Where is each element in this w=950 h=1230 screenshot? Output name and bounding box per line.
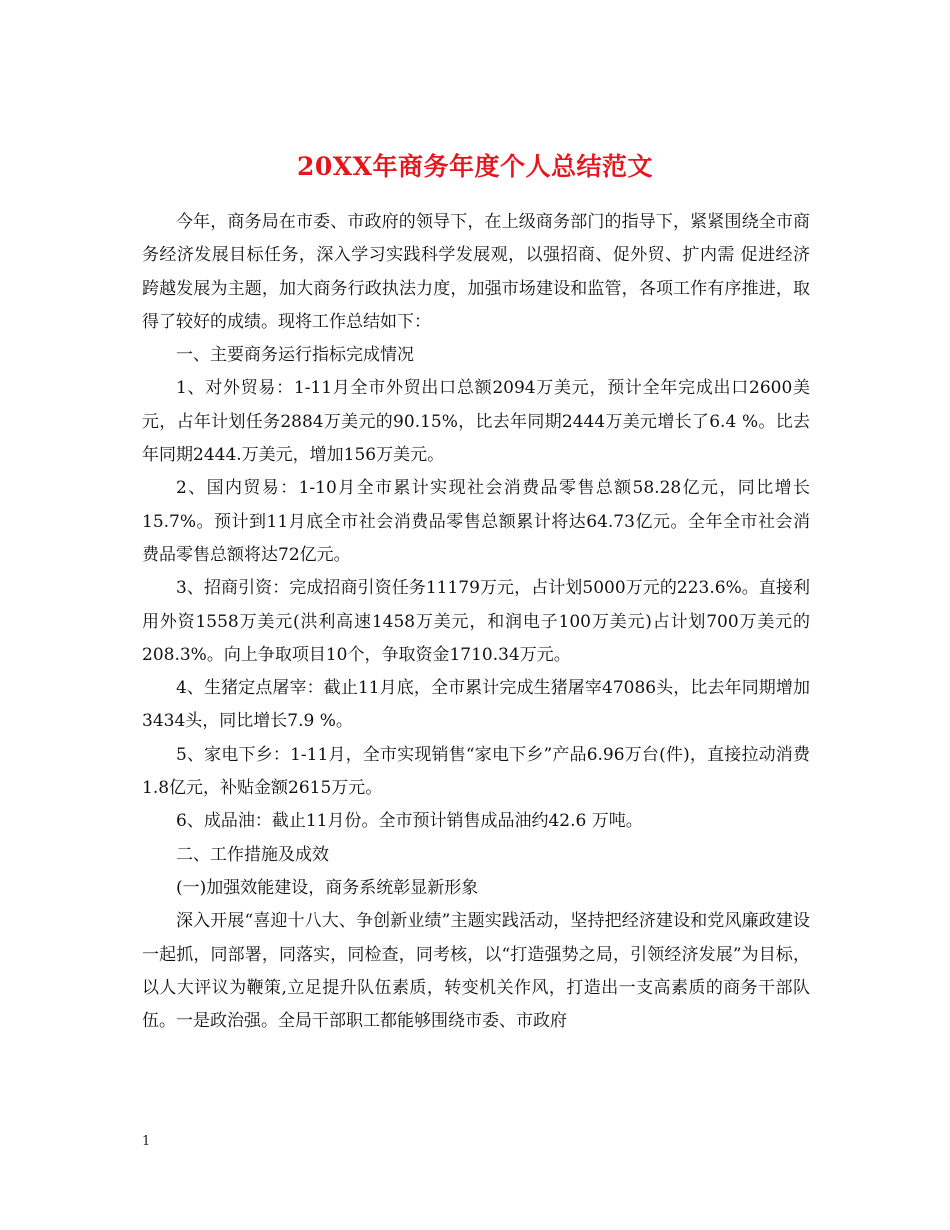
paragraph-appliances: 5、家电下乡：1-11月，全市实现销售“家电下乡”产品6.96万台(件)，直接拉动消费1.8亿元，补贴金额2615万元。 [142, 744, 810, 799]
paragraph-pig-slaughter: 4、生猪定点屠宰：截止11月底，全市累计完成生猪屠宰47086头，比去年同期增加3434头，同比增长7.9 %。 [142, 678, 810, 732]
paragraph-foreign-trade: 1、对外贸易：1-11月全市外贸出口总额2094万美元，预计全年完成出口2600美元，占年计划任务2884万美元的90.15%，比去年同期2444万美元增长了6.4 %。比去年同期2444.万美元，增加156万美元。 [142, 378, 810, 466]
paragraph-domestic-trade: 2、国内贸易：1-10月全市累计实现社会消费品零售总额58.28亿元，同比增长15.7%。预计到11月底全市社会消费品零售总额累计将达64.73亿元。全年全市社会消费品零售总额将达72亿元。 [142, 478, 810, 565]
paragraph-investment: 3、招商引资：完成招商引资任务11179万元，占计划5000万元的223.6%。直接利用外资1558万美元(洪利高速1458万美元，和润电子100万美元)占计划700万美元的208.3%。向上争取项目10个，争取资金1710.34万元。 [142, 578, 810, 665]
document-body [142, 206, 810, 1038]
paragraph-oil: 6、成品油：截止11月份。全市预计销售成品油约42.6 万吨。 [176, 811, 643, 832]
paragraph-intro: 今年，商务局在市委、市政府的领导下，在上级商务部门的指导下，紧紧围绕全市商务经济发展目标任务，深入学习实践科学发展观，以强招商、促外贸、扩内需 促进经济跨越发展为主题，加大商务行政执法力度，加强市场建设和监管，各项工作有序推进，取得了较好的成绩。现将工作总结如下： [142, 212, 810, 332]
page-number: 1 [142, 1134, 151, 1149]
paragraph-efficiency: 深入开展“喜迎十八大、争创新业绩”主题实践活动，坚持把经济建设和党风廉政建设一起抓，同部署，同落实，同检查，同考核，以“打造强势之局，引领经济发展”为目标，以人大评议为鞭策,立足提升队伍素质，转变机关作风，打造出一支高素质的商务干部队伍。一是政治强。全局干部职工都能够围绕市委、市政府 [142, 911, 810, 1032]
document-title: 20XX年商务年度个人总结范文 [296, 151, 654, 181]
subsection-heading-1: (一)加强效能建设，商务系统彰显新形象 [176, 877, 479, 898]
section-heading-1: 一、主要商务运行指标完成情况 [176, 345, 414, 366]
section-heading-2: 二、工作措施及成效 [176, 844, 329, 865]
